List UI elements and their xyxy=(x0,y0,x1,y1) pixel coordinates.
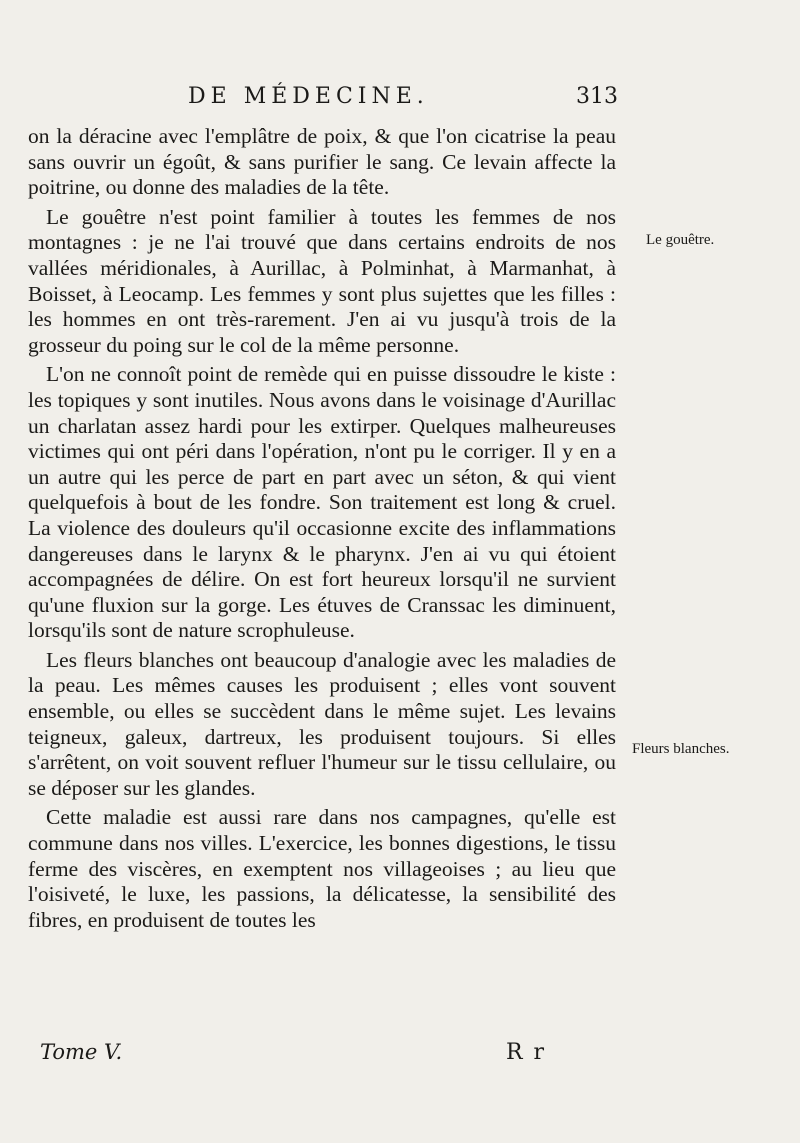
paragraph: Cette maladie est aussi rare dans nos campagnes, qu'elle est commune dans nos villes. L'exercice, les bonnes digestions, le tissu ferme des viscères, en exemptent nos villageoises ; au lieu que l'oisiveté, le luxe, les passions, la délicatesse, la sensibilité des fibres, en produisent de toutes les xyxy=(28,805,616,932)
page-header xyxy=(28,84,620,120)
main-text xyxy=(28,124,616,937)
paragraph: Les fleurs blanches ont beaucoup d'analogie avec les maladies de la peau. Les mêmes causes les produisent ; elles vont souvent ensemble, ou elles se succèdent dans le même sujet. Les levains teigneux, galeux, dartreux, les produisent toujours. Si elles s'arrêtent, on voit souvent refluer l'humeur sur le tissu cellulaire, ou se déposer sur les glandes. xyxy=(28,647,616,800)
page-footer xyxy=(40,1040,600,1070)
page-number: 313 xyxy=(576,84,618,109)
margin-note-fleurs-blanches: Fleurs blanches. xyxy=(632,741,730,757)
paragraph: L'on ne connoît point de remède qui en puisse dissoudre le kiste : les topiques y sont inutiles. Nous avons dans le voisinage d'Aurillac un charlatan assez hardi pour les extirper. Quelques malheureuses victimes qui ont péri dans l'opération, n'ont pu le corriger. Il y en a un autre qui les perce de part en part avec un séton, & qui vient quelquefois à bout de les fondre. Son traitement est long & cruel. La violence des douleurs qu'il occasionne excite des inflammations dangereuses dans le larynx & le pharynx. J'en ai vu qui étoient accompagnées de délire. On est fort heureux lorsqu'il ne survient qu'une fluxion sur la gorge. Les étuves de Cranssac les diminuent, lorsqu'ils sont de nature scrophuleuse. xyxy=(28,362,616,643)
signature-mark: R r xyxy=(506,1040,547,1065)
paragraph: Le gouêtre n'est point familier à toutes les femmes de nos montagnes : je ne l'ai trouvé que dans certains endroits de nos vallées méridionales, à Aurillac, à Polminhat, à Marmanhat, à Boisset, à Leocamp. Les femmes y sont plus sujettes que les filles : les hommes en ont très-rarement. J'en ai vu jusqu'à trois de la grosseur du poing sur le col de la même personne. xyxy=(28,204,616,357)
margin-note-goitre: Le gouêtre. xyxy=(646,232,715,248)
running-head: DE MÉDECINE. xyxy=(188,84,429,109)
volume-label: Tome V. xyxy=(40,1040,123,1064)
paragraph: on la déracine avec l'emplâtre de poix, & que l'on cicatrise la peau sans ouvrir un égoût, & sans purifier le sang. Ce levain affecte la poitrine, ou donne des maladies de la tête. xyxy=(28,124,616,200)
